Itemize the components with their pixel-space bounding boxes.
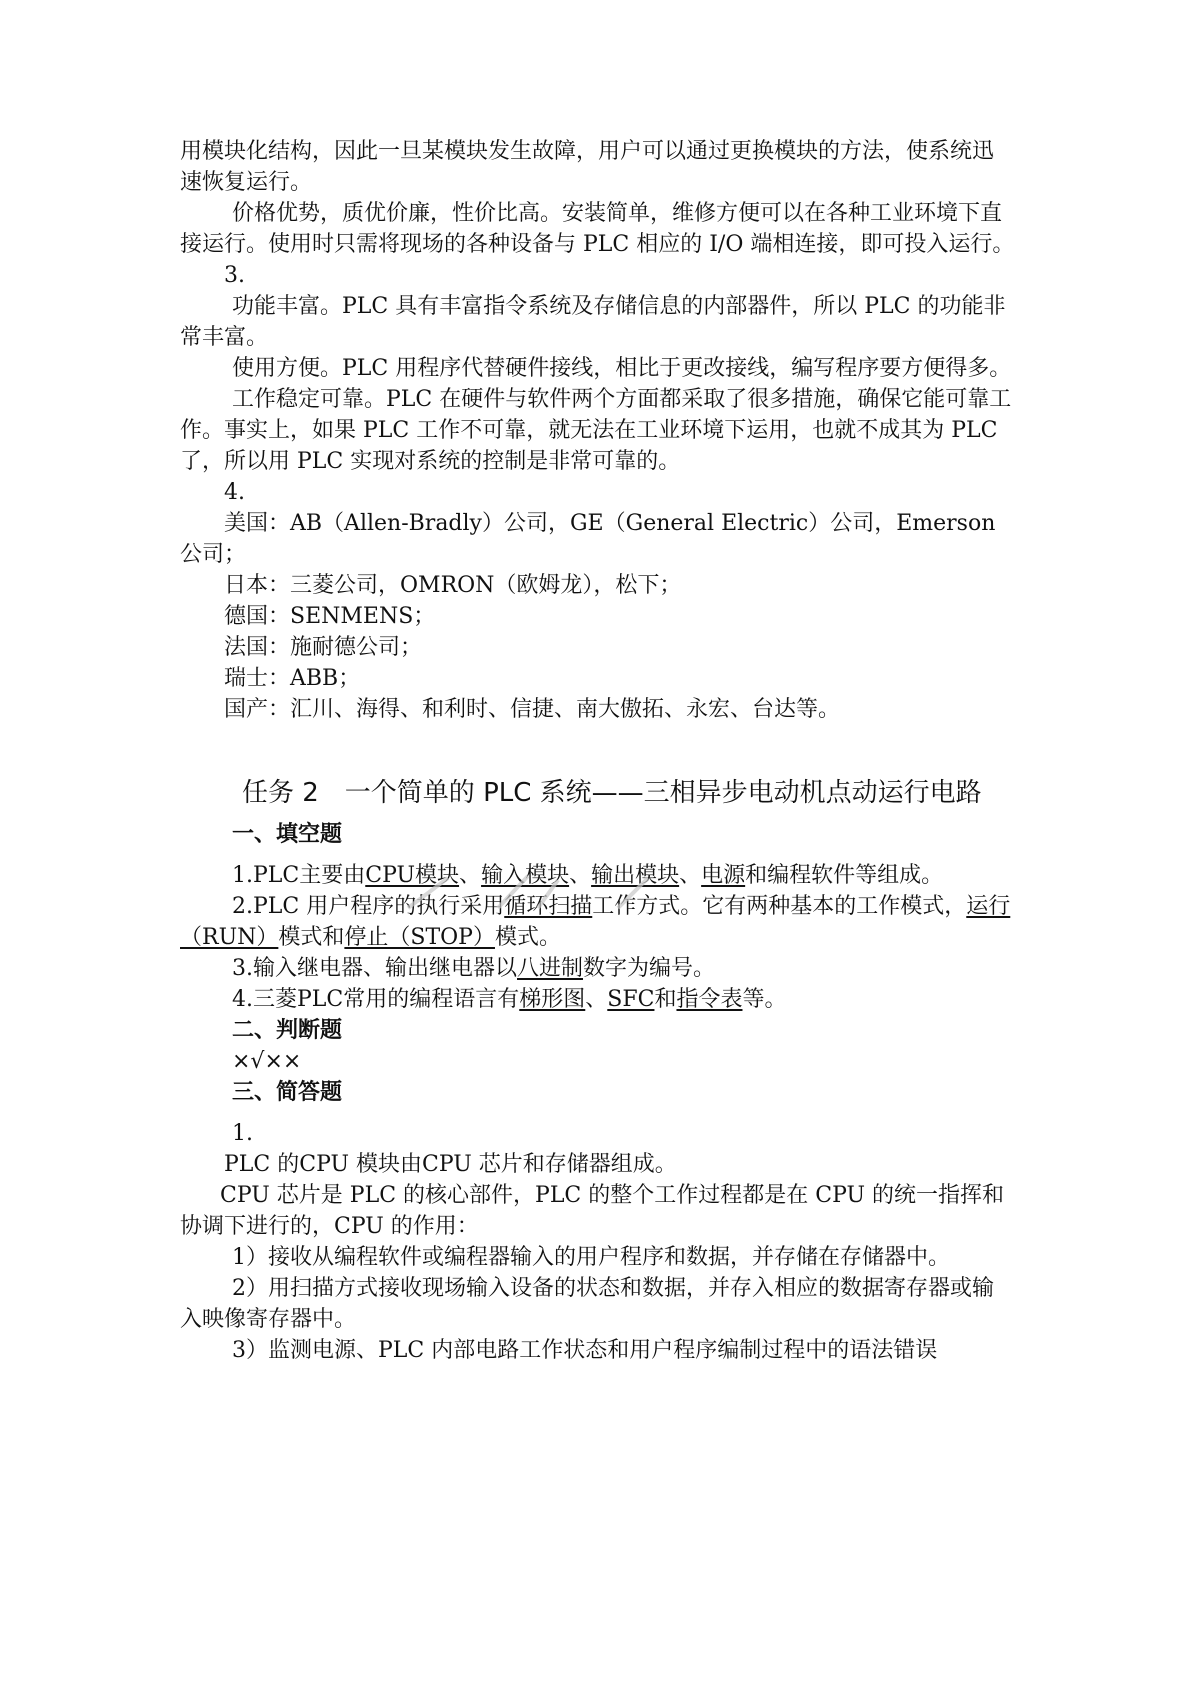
fill-blank-heading: 一、填空题 (232, 822, 343, 847)
answer-cpu-module: CPU模块 (365, 863, 460, 888)
section-spacer (180, 725, 1015, 761)
vendor-germany: 德国：SENMENS； (224, 604, 436, 629)
answer-input-module: 输入模块 (481, 863, 570, 888)
question-4: 4.三菱PLC常用的编程语言有梯形图、SFC和指令表等。 (232, 987, 787, 1012)
answer-item-2: 2）用扫描方式接收现场输入设备的状态和数据，并存入相应的数据寄存器或输入映像寄存器中。 (180, 1276, 994, 1332)
question-3: 3.输入继电器、输出继电器以八进制数字为编号。 (232, 956, 716, 981)
answer-number-1: 1. (232, 1121, 253, 1146)
answer-sfc: SFC (607, 987, 655, 1012)
answer-cyclic-scan: 循环扫描 (504, 894, 593, 919)
item-number-3: 3. (224, 263, 245, 288)
vendor-usa: 美国：AB（Allen-Bradly）公司，GE（General Electric）公司，Emerson 公司； (180, 511, 996, 567)
paragraph-function: 功能丰富。PLC 具有丰富指令系统及存储信息的内部器件，所以 PLC 的功能非常丰富。 (180, 294, 1006, 350)
vendor-france: 法国：施耐德公司； (224, 635, 423, 660)
judge-answers: ×√×× (232, 1049, 302, 1074)
answer-item-1: 1）接收从编程软件或编程器输入的用户程序和数据，并存储在存储器中。 (232, 1245, 950, 1270)
answer-octal: 八进制 (517, 956, 584, 981)
answer-run-mode: 运行（RUN） (180, 894, 1011, 950)
vendor-china: 国产：汇川、海得、和利时、信捷、南大傲拓、永宏、台达等。 (224, 697, 841, 722)
short-answer-heading: 三、简答题 (232, 1080, 343, 1105)
paragraph-modular: 用模块化结构，因此一旦某模块发生故障，用户可以通过更换模块的方法，使系统迅速恢复运行。 (180, 139, 995, 195)
judge-heading: 二、判断题 (232, 1018, 343, 1043)
answer-output-module: 输出模块 (591, 863, 680, 888)
vendor-switzerland: 瑞士：ABB； (224, 666, 361, 691)
item-number-4: 4. (224, 480, 245, 505)
paragraph-stability: 工作稳定可靠。PLC 在硬件与软件两个方面都采取了很多措施，确保它能可靠工作。事实上，如果 PLC 工作不可靠，就无法在工业环境下运用，也就不成其为 PLC 了，所以用 PLC 实现对系统的控制是非常可靠的。 (180, 387, 1012, 474)
answer-ladder: 梯形图 (519, 987, 586, 1012)
answer-power: 电源 (701, 863, 746, 888)
task-title: 任务 2 一个简单的 PLC 系统——三相异步电动机点动运行电路 (242, 778, 982, 808)
answer-item-3: 3）监测电源、PLC 内部电路工作状态和用户程序编制过程中的语法错误 (232, 1338, 938, 1363)
answer-cpu-core: CPU 芯片是 PLC 的核心部件，PLC 的整个工作过程都是在 CPU 的统一指挥和协调下进行的，CPU 的作用： (180, 1183, 1005, 1239)
paragraph-usability: 使用方便。PLC 用程序代替硬件接线，相比于更改接线，编写程序要方便得多。 (232, 356, 1012, 381)
answer-cpu-composition: PLC 的CPU 模块由CPU 芯片和存储器组成。 (224, 1152, 677, 1177)
answer-instruction-list: 指令表 (676, 987, 743, 1012)
question-2: 2.PLC 用户程序的执行采用循环扫描工作方式。它有两种基本的工作模式，运行（RUN）模式和停止（STOP）模式。 (180, 894, 1011, 950)
answer-stop-mode: 停止（STOP） (344, 925, 495, 950)
vendor-japan: 日本：三菱公司，OMRON（欧姆龙），松下； (224, 573, 682, 598)
paragraph-price: 价格优势，质优价廉，性价比高。安装简单，维修方便可以在各种工业环境下直接运行。使用时只需将现场的各种设备与 PLC 相应的 I/O 端相连接，即可投入运行。 (180, 201, 1015, 257)
question-1: 1.PLC主要由CPU模块、输入模块、输出模块、电源和编程软件等组成。 (232, 863, 944, 888)
document-body (180, 136, 1015, 1366)
